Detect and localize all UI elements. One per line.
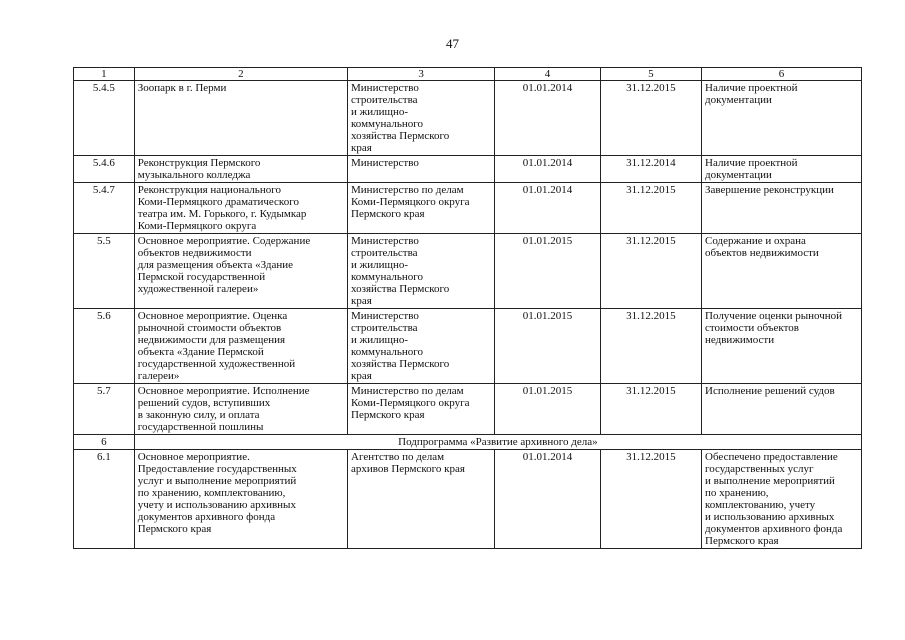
table-row (74, 450, 862, 549)
expected-result-line: Получение оценки рыночной (705, 310, 843, 322)
activity-name-line: Основное мероприятие. (137, 451, 250, 463)
table-row (74, 309, 862, 384)
responsible-executor-line: Министерство по делам (351, 385, 464, 397)
column-number: 3 (348, 68, 495, 81)
activity-name-line: Пермского края (137, 523, 212, 535)
activity-name-line: по хранению, комплектованию, (137, 487, 286, 499)
end-date: 31.12.2015 (600, 234, 701, 309)
end-date: 31.12.2015 (600, 81, 701, 156)
start-date: 01.01.2014 (495, 81, 601, 156)
subprogram-title: Подпрограмма «Развитие архивного дела» (134, 435, 861, 450)
start-date: 01.01.2015 (495, 309, 601, 384)
start-date: 01.01.2014 (495, 450, 601, 549)
responsible-executor-line: Министерство (351, 157, 419, 169)
end-date: 31.12.2014 (600, 156, 701, 183)
activity-name-line: услуг и выполнение мероприятий (137, 475, 297, 487)
expected-result-line: и использованию архивных (705, 511, 835, 523)
activity-name-line: учету и использованию архивных (137, 499, 296, 511)
activity-name (134, 450, 347, 549)
responsible-executor-line: хозяйства Пермского (351, 358, 450, 370)
column-number: 2 (134, 68, 347, 81)
responsible-executor-line: Агентство по делам (351, 451, 445, 463)
start-date: 01.01.2015 (495, 234, 601, 309)
activity-name-line: Основное мероприятие. Исполнение (137, 385, 310, 397)
expected-result-line: Содержание и охрана (705, 235, 806, 247)
responsible-executor-line: и жилищно- (351, 259, 409, 271)
column-number: 5 (600, 68, 701, 81)
expected-result-line: документов архивного фонда (705, 523, 843, 535)
table-row (74, 156, 862, 183)
responsible-executor-line: строительства (351, 247, 418, 259)
expected-result-line: Исполнение решений судов (705, 385, 835, 397)
expected-result-line: Наличие проектной (705, 157, 798, 169)
expected-result (702, 183, 862, 234)
responsible-executor-line: Министерство по делам (351, 184, 464, 196)
activity-name (134, 384, 347, 435)
responsible-executor-line: Пермского края (351, 409, 425, 421)
activity-name-line: в законную силу, и оплата (137, 409, 260, 421)
activity-name (134, 183, 347, 234)
expected-result-line: недвижимости (705, 334, 775, 346)
responsible-executor (348, 384, 495, 435)
responsible-executor-line: Министерство (351, 235, 419, 247)
responsible-executor-line: Коми-Пермяцкого округа (351, 397, 470, 409)
activity-name (134, 156, 347, 183)
activity-name-line: решений судов, вступивших (137, 397, 271, 409)
row-number: 5.7 (74, 384, 135, 435)
responsible-executor-line: коммунального (351, 271, 424, 283)
responsible-executor (348, 234, 495, 309)
page-number: 47 (446, 36, 459, 51)
end-date: 31.12.2015 (600, 384, 701, 435)
responsible-executor-line: Министерство (351, 310, 419, 322)
responsible-executor-line: строительства (351, 94, 418, 106)
activity-name-line: Пермской государственной (137, 271, 266, 283)
table-row (74, 234, 862, 309)
responsible-executor (348, 309, 495, 384)
start-date: 01.01.2014 (495, 183, 601, 234)
row-number: 5.4.7 (74, 183, 135, 234)
expected-result-line: Обеспечено предоставление (705, 451, 838, 463)
activity-name-line: документов архивного фонда (137, 511, 276, 523)
start-date: 01.01.2015 (495, 384, 601, 435)
row-number: 5.4.5 (74, 81, 135, 156)
responsible-executor (348, 156, 495, 183)
row-number: 5.5 (74, 234, 135, 309)
activity-name-line: Основное мероприятие. Оценка (137, 310, 288, 322)
responsible-executor (348, 450, 495, 549)
expected-result-line: стоимости объектов (705, 322, 799, 334)
expected-result-line: и выполнение мероприятий (705, 475, 835, 487)
activity-name (134, 234, 347, 309)
activity-name-line: Реконструкция Пермского (137, 157, 261, 169)
row-number: 5.4.6 (74, 156, 135, 183)
activity-name-line: объекта «Здание Пермской (137, 346, 264, 358)
activity-name-line: Основное мероприятие. Содержание (137, 235, 311, 247)
table-row (74, 183, 862, 234)
responsible-executor-line: Пермского края (351, 208, 425, 220)
activity-name-line: галереи» (137, 370, 180, 382)
activity-name-line: Зоопарк в г. Перми (137, 82, 227, 94)
activity-name-line: музыкального колледжа (137, 169, 251, 181)
activity-name-line: государственной пошлины (137, 421, 264, 433)
expected-result-line: Пермского края (705, 535, 779, 547)
column-number-row (74, 68, 862, 81)
activity-name-line: Реконструкция национального (137, 184, 281, 196)
subprogram-number: 6 (74, 435, 135, 450)
expected-result-line: Наличие проектной (705, 82, 798, 94)
activity-name-line: объектов недвижимости (137, 247, 252, 259)
expected-result (702, 156, 862, 183)
table-row (74, 81, 862, 156)
activity-name-line: для размещения объекта «Здание (137, 259, 294, 271)
row-number: 5.6 (74, 309, 135, 384)
responsible-executor-line: хозяйства Пермского (351, 130, 450, 142)
responsible-executor-line: края (351, 370, 372, 382)
expected-result-line: комплектованию, учету (705, 499, 816, 511)
activity-name-line: государственной художественной (137, 358, 296, 370)
responsible-executor-line: и жилищно- (351, 106, 409, 118)
activity-name-line: Коми-Пермяцкого драматического (137, 196, 299, 208)
responsible-executor-line: Министерство (351, 82, 419, 94)
expected-result (702, 234, 862, 309)
expected-result-line: Завершение реконструкции (705, 184, 834, 196)
responsible-executor-line: архивов Пермского края (351, 463, 465, 475)
activity-name-line: рыночной стоимости объектов (137, 322, 282, 334)
responsible-executor-line: хозяйства Пермского (351, 283, 450, 295)
start-date: 01.01.2014 (495, 156, 601, 183)
expected-result (702, 384, 862, 435)
activity-name (134, 309, 347, 384)
activity-name-line: недвижимости для размещения (137, 334, 286, 346)
activity-name-line: художественной галереи» (137, 283, 259, 295)
expected-result (702, 450, 862, 549)
column-number: 6 (702, 68, 862, 81)
row-number: 6.1 (74, 450, 135, 549)
activity-name (134, 81, 347, 156)
expected-result-line: объектов недвижимости (705, 247, 819, 259)
subprogram-row (74, 435, 862, 450)
program-table (73, 67, 862, 549)
activity-name-line: театра им. М. Горького, г. Кудымкар (137, 208, 307, 220)
activity-name-line: Коми-Пермяцкого округа (137, 220, 257, 232)
expected-result (702, 309, 862, 384)
expected-result-line: документации (705, 94, 772, 106)
end-date: 31.12.2015 (600, 183, 701, 234)
responsible-executor (348, 183, 495, 234)
activity-name-line: Предоставление государственных (137, 463, 297, 475)
column-number: 4 (495, 68, 601, 81)
expected-result-line: по хранению, (705, 487, 769, 499)
responsible-executor-line: края (351, 142, 372, 154)
column-number: 1 (74, 68, 135, 81)
end-date: 31.12.2015 (600, 309, 701, 384)
expected-result-line: документации (705, 169, 772, 181)
responsible-executor-line: коммунального (351, 346, 424, 358)
responsible-executor-line: и жилищно- (351, 334, 409, 346)
responsible-executor-line: строительства (351, 322, 418, 334)
responsible-executor-line: коммунального (351, 118, 424, 130)
responsible-executor-line: Коми-Пермяцкого округа (351, 196, 470, 208)
end-date: 31.12.2015 (600, 450, 701, 549)
responsible-executor (348, 81, 495, 156)
expected-result (702, 81, 862, 156)
expected-result-line: государственных услуг (705, 463, 814, 475)
responsible-executor-line: края (351, 295, 372, 307)
table-row (74, 384, 862, 435)
